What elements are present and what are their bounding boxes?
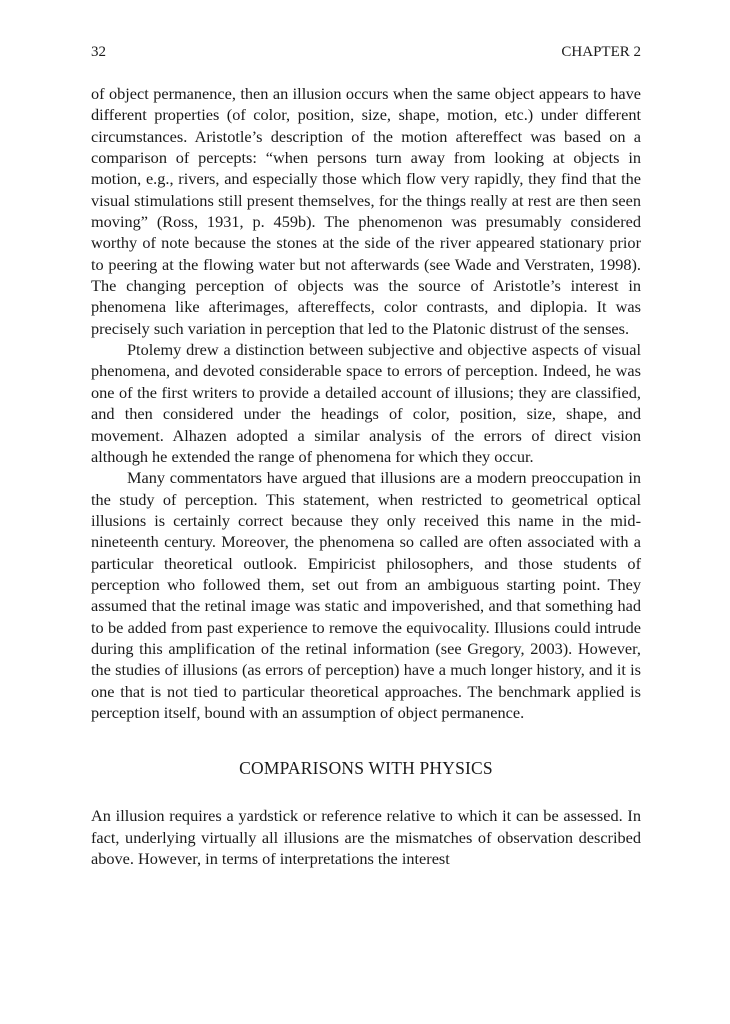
paragraph-commentators: Many commentators have argued that illusions are a modern preoccupation in the study of perception. This statement, when restricted to geometrical optical illusions is certainly correct because they only received this name in the mid-nineteenth century. Moreover, the phenomena so called are often associated with a particular theoretical outlook. Empiricist philosophers, and those students of perception who followed them, set out from an ambiguous starting point. They assumed that the retinal image was static and impoverished, and that something had to be added from past experience to remove the equivocality. Illusions could intrude during this amplification of the retinal information (see Gregory, 2003). However, the studies of illusions (as errors of perception) have a much longer history, and it is one that is not tied to particular theoretical approaches. The benchmark applied is perception itself, bound with an assumption of object permanence. <box>91 468 641 722</box>
section-heading: COMPARISONS WITH PHYSICS <box>239 758 493 779</box>
chapter-label: CHAPTER 2 <box>561 44 641 60</box>
running-head <box>91 42 641 62</box>
body-text <box>91 83 641 723</box>
book-page <box>91 42 641 869</box>
section-body <box>91 805 641 869</box>
paragraph-ptolemy: Ptolemy drew a distinction between subjective and objective aspects of visual phenomena, and devoted considerable space to errors of perception. Indeed, he was one of the first writers to provide a detailed account of illusions; they are classified, and then considered under the headings of color, position, size, shape, and movement. Alhazen adopted a similar analysis of the errors of direct vision although he extended the range of phenomena for which they occur. <box>91 340 641 466</box>
page-number: 32 <box>91 44 106 60</box>
paragraph-illusion-yardstick: An illusion requires a yardstick or reference relative to which it can be assessed. In fact, underlying virtually all illusions are the mismatches of observation described above. However, in terms of interpretations the interest <box>91 806 641 868</box>
paragraph-continued: of object permanence, then an illusion occurs when the same object appears to have different properties (of color, position, size, shape, motion, etc.) under different circumstances. Aristotle’s description of the motion aftereffect was based on a comparison of percepts: “when persons turn away from looking at objects in motion, e.g., rivers, and especially those which flow very rapidly, they find that the visual stimulations still present themselves, for the things really at rest are then seen moving” (Ross, 1931, p. 459b). The phenomenon was presumably considered worthy of note because the stones at the side of the river appeared stationary prior to peering at the flowing water but not afterwards (see Wade and Verstraten, 1998). The changing perception of objects was the source of Aristotle’s interest in phenomena like afterimages, aftereffects, color contrasts, and diplopia. It was precisely such variation in perception that led to the Platonic distrust of the senses. <box>91 84 641 338</box>
